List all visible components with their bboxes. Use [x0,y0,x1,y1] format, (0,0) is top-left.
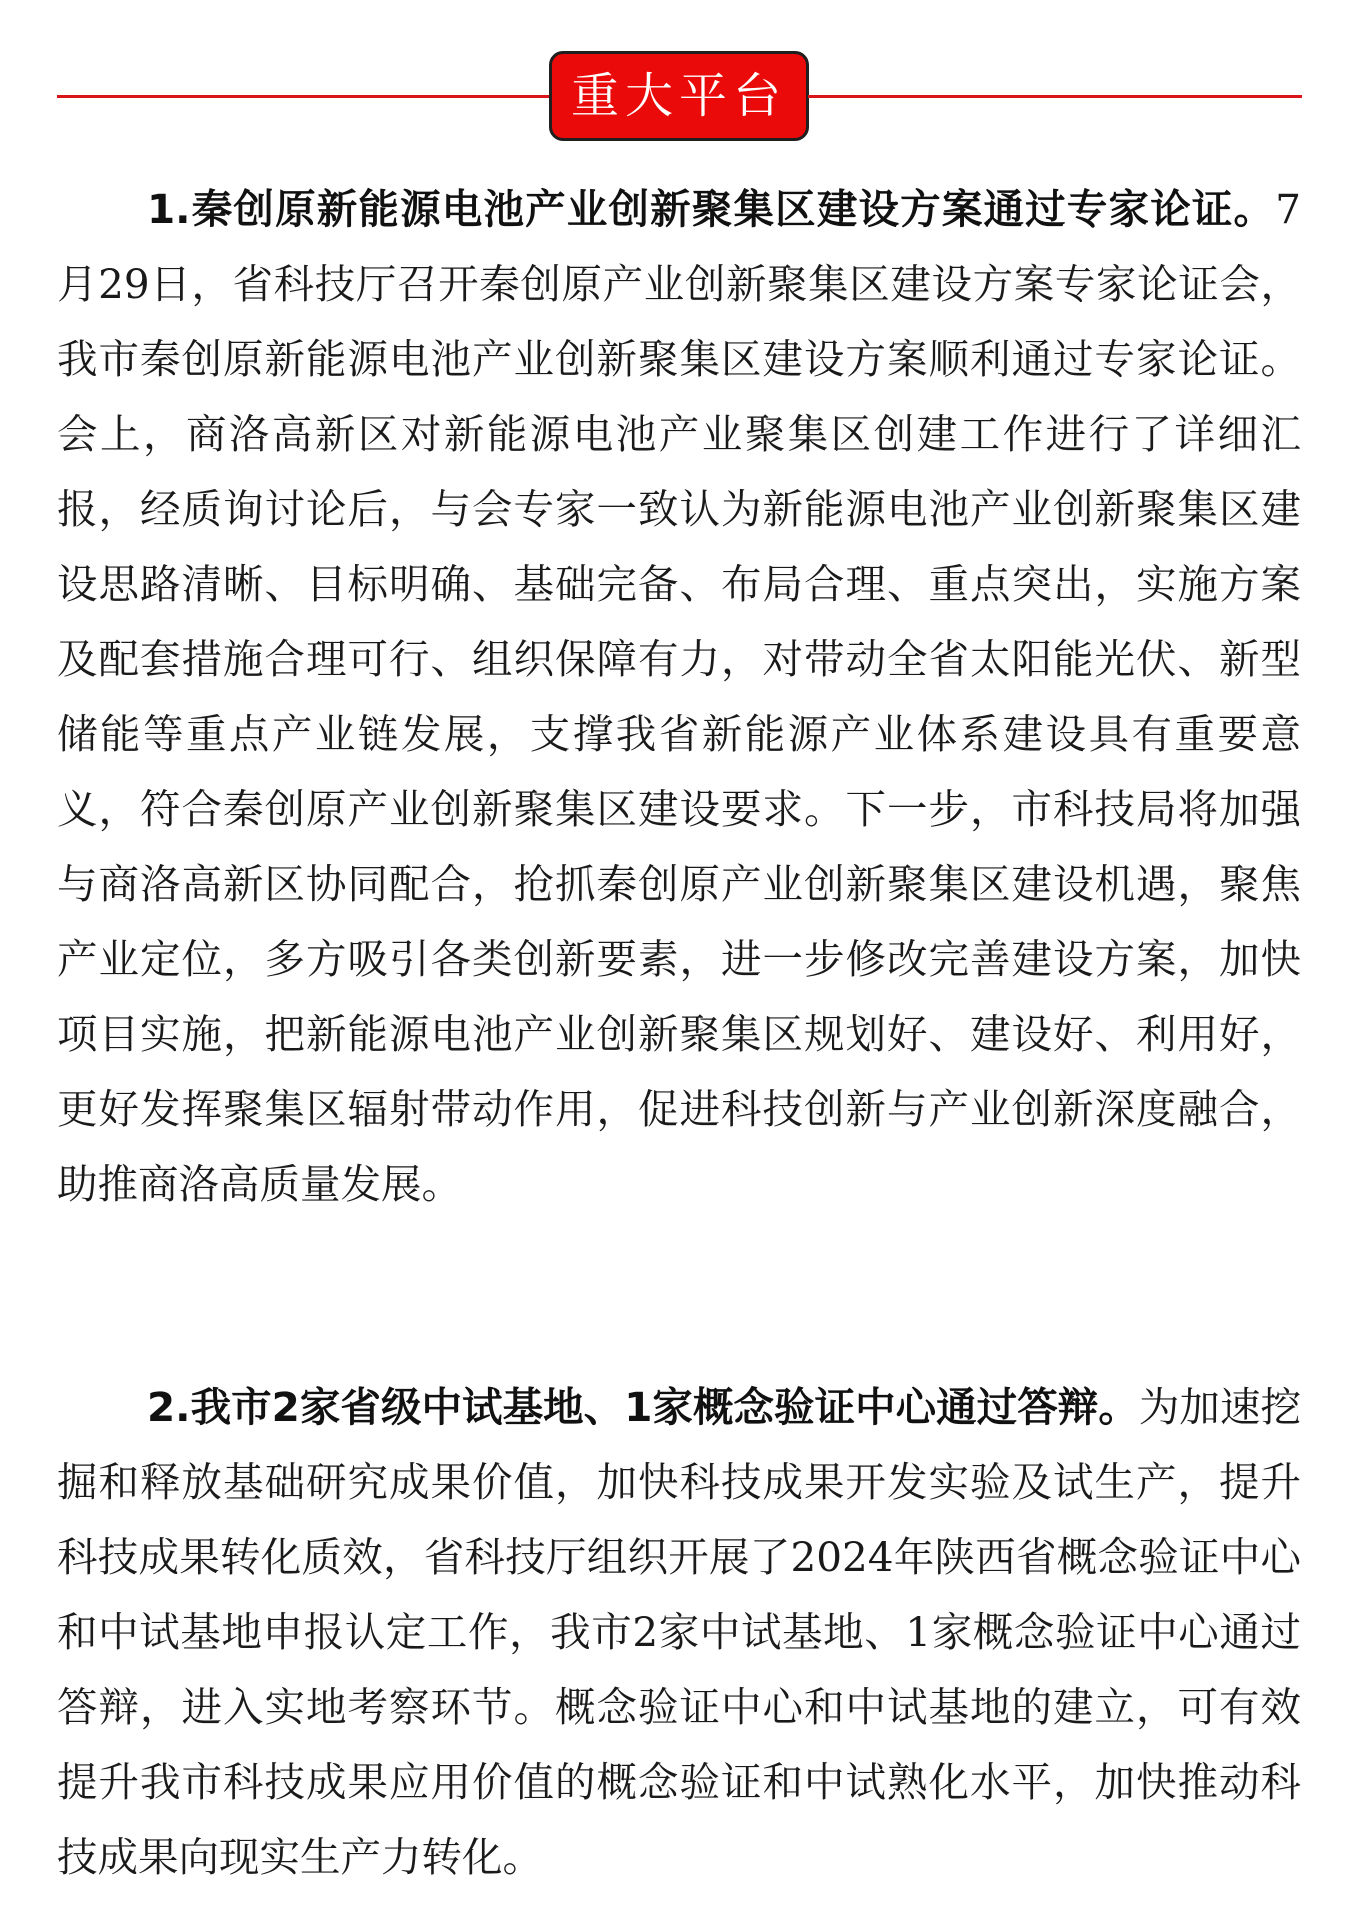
header-rule-right [808,95,1302,98]
article-2 [57,1370,1301,1895]
article-1-headline: 1.秦创原新能源电池产业创新聚集区建设方案通过专家论证。 [147,185,1276,233]
header-rule-left [57,95,552,98]
article-2-body: 为加速挖掘和释放基础研究成果价值，加快科技成果开发实验及试生产，提升科技成果转化质效，省科技厅组织开展了2024年陕西省概念验证中心和中试基地申报认定工作，我市2家中试基地、1家概念验证中心通过答辩，进入实地考察环节。概念验证中心和中试基地的建立，可有效提升我市科技成果应用价值的概念验证和中试熟化水平，加快推动科技成果向现实生产力转化。 [57,1383,1301,1881]
article-1 [57,172,1301,1222]
section-header [0,0,1357,150]
section-badge [549,51,809,141]
article-2-headline: 2.我市2家省级中试基地、1家概念验证中心通过答辩。 [147,1383,1139,1431]
article-1-body: 7月29日，省科技厅召开秦创原产业创新聚集区建设方案专家论证会，我市秦创原新能源电池产业创新聚集区建设方案顺利通过专家论证。会上，商洛高新区对新能源电池产业聚集区创建工作进行了详细汇报，经质询讨论后，与会专家一致认为新能源电池产业创新聚集区建设思路清晰、目标明确、基础完备、布局合理、重点突出，实施方案及配套措施合理可行、组织保障有力，对带动全省太阳能光伏、新型储能等重点产业链发展，支撑我省新能源产业体系建设具有重要意义，符合秦创原产业创新聚集区建设要求。下一步，市科技局将加强与商洛高新区协同配合，抢抓秦创原产业创新聚集区建设机遇，聚焦产业定位，多方吸引各类创新要素，进一步修改完善建设方案，加快项目实施，把新能源电池产业创新聚集区规划好、建设好、利用好，更好发挥聚集区辐射带动作用，促进科技创新与产业创新深度融合，助推商洛高质量发展。 [57,185,1301,1208]
section-badge-label: 重大平台 [570,68,787,124]
